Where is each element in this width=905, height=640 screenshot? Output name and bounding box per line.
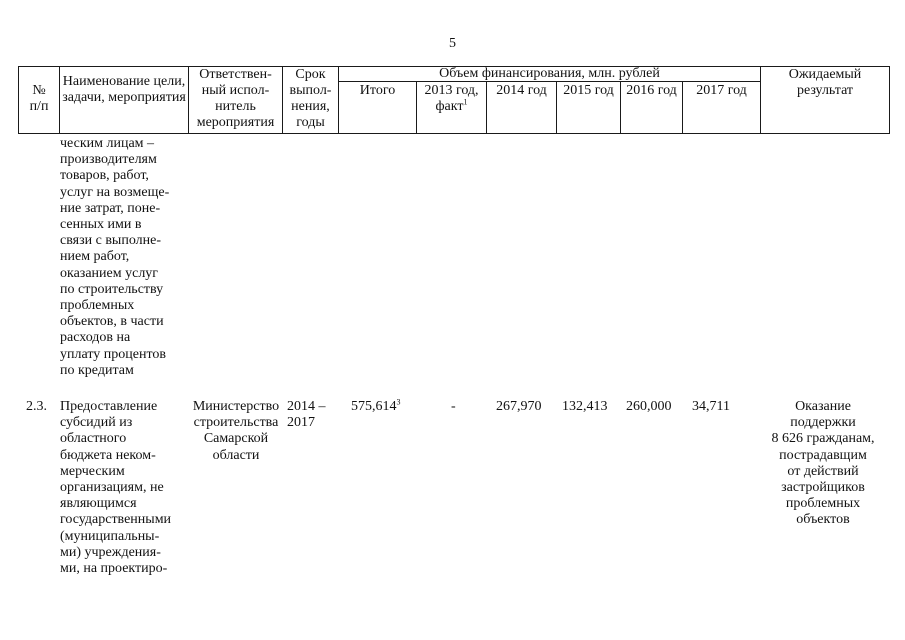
row-2017: 34,711 [692, 399, 730, 414]
header-term: Срок выпол-нения, годы [289, 67, 332, 130]
header-2015: 2015 год [563, 83, 614, 98]
header-2016: 2016 год [626, 83, 677, 98]
row-name: Предоставление субсидий из областного бюджета неком- мерческим организациям, не являющимся государственными (муниципальны- ми) учреждения- ми, на проектиро- [60, 399, 172, 577]
col-divider [889, 66, 890, 134]
row-total [351, 399, 401, 415]
header-2013 [417, 83, 486, 115]
header-responsible: Ответствен-ный испол-нитель мероприятия [196, 67, 275, 130]
header-2013-text: 2013 год, факт [424, 83, 479, 114]
table-header [18, 66, 890, 134]
row-total-footnote: 3 [396, 397, 401, 407]
header-2014: 2014 год [496, 83, 547, 98]
page-number: 5 [449, 36, 456, 51]
header-name: Наименование цели, задачи, мероприятия [62, 74, 186, 105]
header-num-text: № п/п [29, 83, 49, 114]
header-2013-footnote: 1 [463, 97, 468, 107]
header-funding: Объем финансирования, млн. рублей [439, 66, 660, 81]
row-2013: - [451, 399, 456, 414]
row-result: Оказание поддержки 8 626 гражданам, пострадавщим от действий застройщиков проблемных объектов [771, 399, 875, 528]
row-term: 2014 – 2017 [287, 399, 326, 431]
row-number: 2.3. [26, 399, 47, 414]
row-2016: 260,000 [626, 399, 672, 414]
row-2015: 132,413 [562, 399, 608, 414]
row-total-value: 575,614 [351, 399, 397, 414]
header-total: Итого [359, 83, 396, 98]
continuation-text: ческим лицам – производителям товаров, работ, услуг на возмеще- ние затрат, поне- сенных ими в связи с выполне- нием работ, оказанием услуг по строительству проблемных объектов, в части расходов на уплату процентов по кредитам [60, 136, 170, 378]
row-2014: 267,970 [496, 399, 542, 414]
header-num [19, 83, 59, 115]
header-2017: 2017 год [696, 83, 747, 98]
row-responsible: Министерство строительства Самарской области [192, 399, 280, 463]
header-result: Ожидаемый результат [788, 67, 862, 98]
